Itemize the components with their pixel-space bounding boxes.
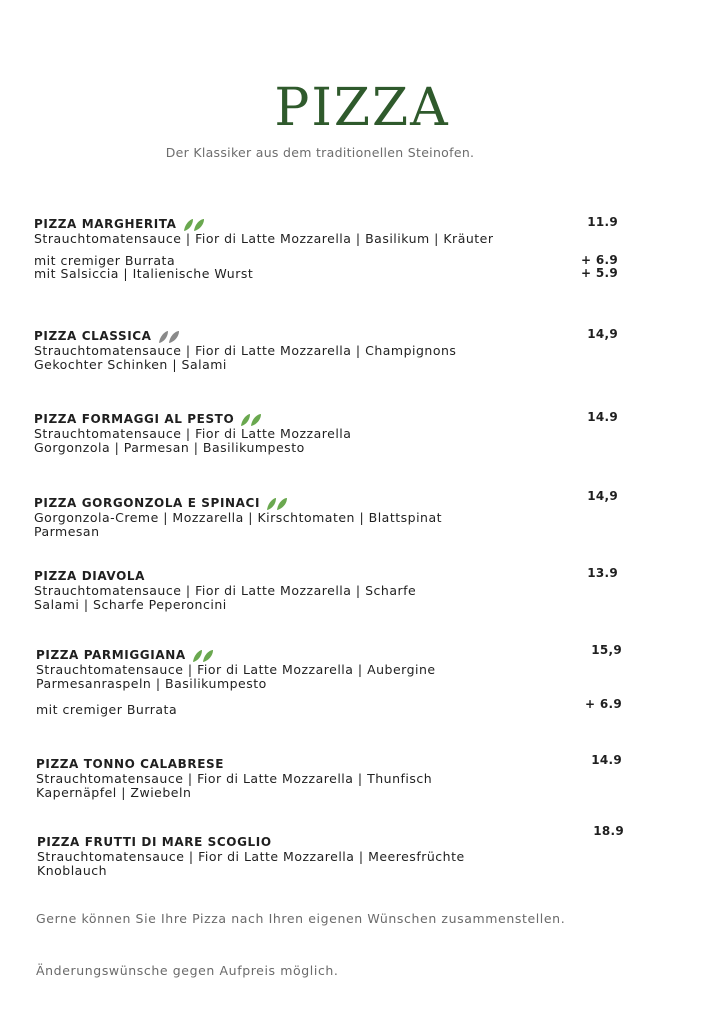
item-name: PIZZA GORGONZOLA E SPINACI	[34, 496, 261, 510]
item-description: Gekochter Schinken | Salami	[34, 356, 227, 372]
leaf-icon	[192, 649, 214, 663]
page-title: PIZZA	[274, 78, 450, 138]
menu-item	[34, 408, 634, 454]
item-description: Strauchtomatensauce | Fior di Latte Mozzarella | Basilikum | Kräuter	[34, 231, 494, 246]
item-name: PIZZA TONNO CALABRESE	[36, 757, 225, 771]
item-description: Gorgonzola-Creme | Mozzarella | Kirschtomaten | Blattspinat	[34, 510, 443, 525]
item-description: Parmesan	[34, 523, 100, 539]
item-price: 14,9	[587, 489, 618, 503]
item-name: PIZZA FRUTTI DI MARE SCOGLIO	[37, 835, 272, 849]
item-price: 14.9	[591, 753, 622, 767]
item-extra: mit cremiger Burrata	[36, 702, 178, 717]
item-price: 15,9	[591, 643, 622, 657]
item-name: PIZZA FORMAGGI AL PESTO	[34, 412, 235, 426]
menu-item	[34, 325, 634, 371]
menu-item	[36, 753, 636, 799]
item-name: PIZZA PARMIGGIANA	[36, 648, 186, 662]
menu-item	[34, 213, 634, 246]
leaf-icon	[158, 330, 180, 344]
item-price: 14.9	[587, 410, 618, 424]
item-description: Kapernäpfel | Zwiebeln	[36, 784, 192, 800]
item-description: Strauchtomatensauce | Fior di Latte Mozzarella | Scharfe	[34, 583, 417, 598]
item-extra: mit Salsiccia | Italienische Wurst	[34, 266, 254, 281]
item-price: 11.9	[587, 215, 618, 229]
item-price: 14,9	[587, 327, 618, 341]
item-description: Strauchtomatensauce | Fior di Latte Mozzarella | Thunfisch	[36, 771, 433, 786]
item-description: Strauchtomatensauce | Fior di Latte Mozzarella	[34, 426, 352, 441]
item-description: Gorgonzola | Parmesan | Basilikumpesto	[34, 439, 305, 455]
menu-item	[34, 565, 634, 611]
item-extra: mit cremiger Burrata	[34, 253, 176, 268]
menu-item	[37, 831, 637, 877]
item-description: Parmesanraspeln | Basilikumpesto	[36, 675, 267, 691]
item-description: Salami | Scharfe Peperoncini	[34, 596, 227, 612]
menu-item	[34, 492, 634, 538]
item-price: 13.9	[587, 566, 618, 580]
menu-item	[36, 644, 636, 690]
footer-note: Änderungswünsche gegen Aufpreis möglich.	[36, 963, 339, 978]
item-extra-price: + 5.9	[581, 266, 618, 280]
item-name: PIZZA CLASSICA	[34, 329, 152, 343]
item-name: PIZZA DIAVOLA	[34, 569, 146, 583]
leaf-icon	[266, 497, 288, 511]
footer-note: Gerne können Sie Ihre Pizza nach Ihren eigenen Wünschen zusammenstellen.	[36, 911, 566, 926]
item-extra-price: + 6.9	[581, 253, 618, 267]
item-description: Strauchtomatensauce | Fior di Latte Mozzarella | Meeresfrüchte	[37, 849, 465, 864]
item-description: Strauchtomatensauce | Fior di Latte Mozzarella | Aubergine	[36, 662, 436, 677]
item-price: 18.9	[593, 824, 624, 838]
page-subtitle: Der Klassiker aus dem traditionellen Steinofen.	[165, 145, 475, 160]
leaf-icon	[183, 218, 205, 232]
item-description: Strauchtomatensauce | Fior di Latte Mozzarella | Champignons	[34, 343, 457, 358]
leaf-icon	[240, 413, 262, 427]
item-description: Knoblauch	[37, 862, 108, 878]
item-name: PIZZA MARGHERITA	[34, 217, 177, 231]
item-extra-price: + 6.9	[585, 697, 622, 711]
